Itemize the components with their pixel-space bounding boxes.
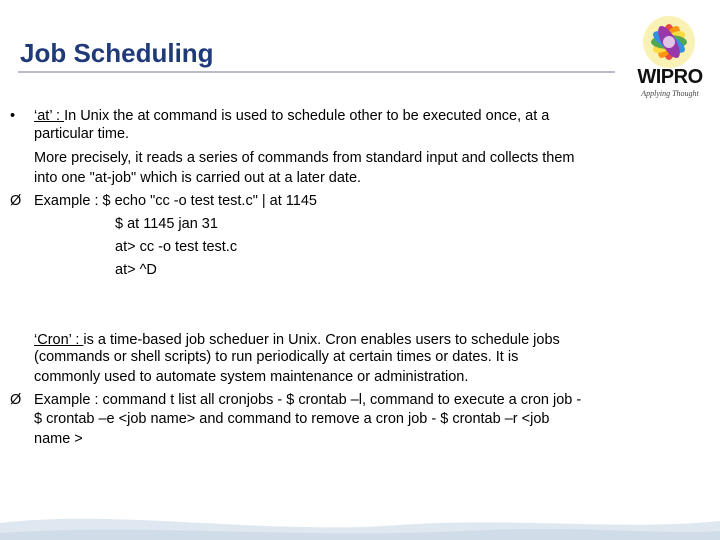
at-example-line: $ at 1145 jan 31 [115, 216, 218, 232]
at-term: ‘at’ : [34, 108, 65, 124]
cron-example-line-2: $ crontab –e <job name> and command to remove a cron job - $ crontab –r <job [34, 411, 550, 427]
page-title: Job Scheduling [20, 38, 214, 68]
at-example-line: at> ^D [115, 262, 157, 278]
cron-line-1: ‘Cron’ : is a time-based job scheduer in Unix. Cron enables users to schedule jobs [34, 332, 560, 348]
at-example-label: Example : $ echo "cc -o test test.c" | at 1145 [34, 193, 317, 209]
at-line-1: ‘at’ : In Unix the at command is used to schedule other to be executed once, at a [34, 108, 550, 124]
wipro-wordmark: WIPRO [637, 66, 703, 88]
arrow-bullet-icon: Ø [10, 193, 22, 209]
arrow-bullet-icon: Ø [10, 392, 22, 408]
at-line-3: More precisely, it reads a series of commands from standard input and collects them [34, 150, 575, 166]
cron-term: ‘Cron’ : [34, 332, 84, 348]
cron-example-line-3: name > [34, 431, 83, 447]
at-example-line: at> cc -o test test.c [115, 239, 238, 255]
at-line-2: particular time. [34, 126, 130, 142]
wipro-tagline: Applying Thought [641, 89, 699, 98]
cron-line-3: commonly used to automate system maintenance or administration. [34, 369, 469, 385]
footer-wave-decoration [0, 505, 720, 540]
cron-example-line-1: Example : command t list all cronjobs - $ crontab –l, command to execute a cron job - [34, 392, 582, 408]
title-divider [18, 71, 615, 73]
at-line-4: into one "at-job" which is carried out at a later date. [34, 170, 362, 186]
bullet-icon: • [10, 108, 16, 124]
cron-line-2: (commands or shell scripts) to run periodically at certain times or dates. It is [34, 349, 519, 365]
at-keyword: at [137, 108, 150, 124]
